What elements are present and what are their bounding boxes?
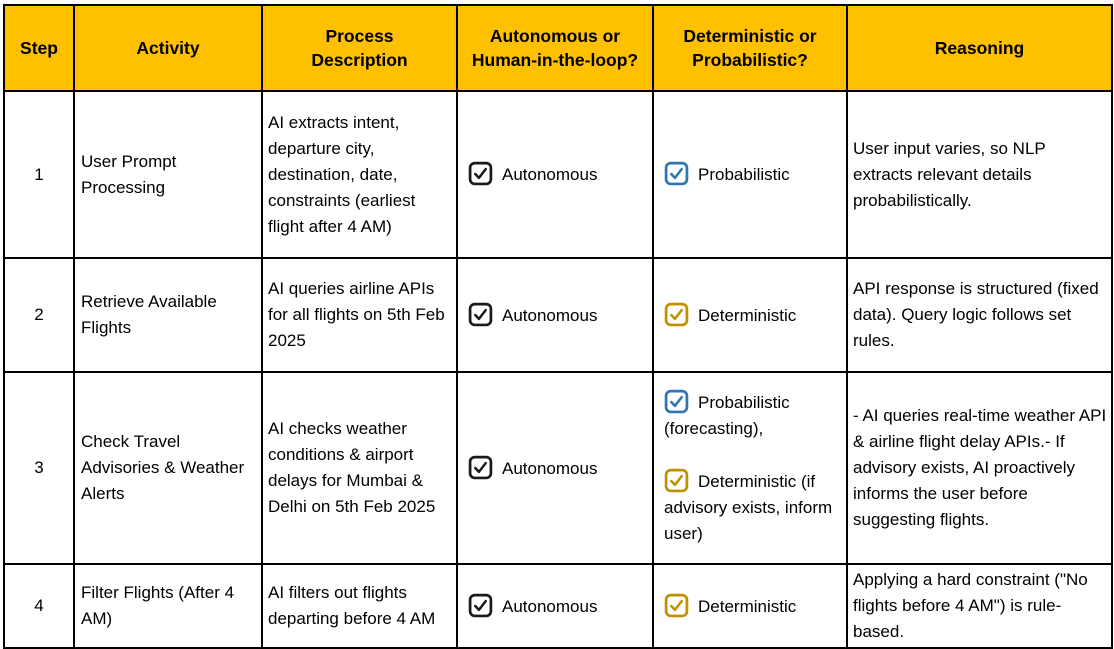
checkbox-label: Probabilistic: [698, 165, 790, 184]
checkbox-label: Probabilistic (forecasting),: [664, 393, 790, 438]
reasoning-cell: Applying a hard constraint ("No flights before 4 AM") is rule-based.: [847, 564, 1112, 648]
activity-cell: Retrieve Available Flights: [74, 258, 262, 372]
checkbox-checked-icon[interactable]: [664, 468, 689, 493]
table-body: [4, 91, 1112, 648]
checkbox-option: [468, 455, 648, 482]
checkbox-label: Autonomous: [502, 305, 598, 325]
checkbox-option: [664, 389, 842, 442]
process-description-cell: AI filters out flights departing before 4 AM: [262, 564, 457, 648]
step-cell: 1: [4, 91, 74, 258]
checkbox-option: [468, 302, 648, 329]
checkbox-option: [664, 302, 842, 329]
autonomy-cell: [457, 372, 653, 564]
table-row: [4, 258, 1112, 372]
autonomy-cell: [457, 564, 653, 648]
determinism-cell: [653, 91, 847, 258]
header-row: [4, 5, 1112, 91]
header-reasoning: Reasoning: [847, 5, 1112, 91]
checkbox-checked-icon[interactable]: [468, 302, 493, 327]
table-header: [4, 5, 1112, 91]
autonomy-cell: [457, 91, 653, 258]
checkbox-option: [468, 161, 648, 188]
table-row: [4, 564, 1112, 648]
header-autonomous-or-hitl: Autonomous or Human-in-the-loop?: [457, 5, 653, 91]
checkbox-label: Autonomous: [502, 165, 598, 184]
activity-cell: Filter Flights (After 4 AM): [74, 564, 262, 648]
header-process-description: Process Description: [262, 5, 457, 91]
header-deterministic-or-probabilistic: Deterministic or Probabilistic?: [653, 5, 847, 91]
step-cell: 4: [4, 564, 74, 648]
checkbox-option: [664, 593, 842, 620]
process-description-cell: AI extracts intent, departure city, destination, date, constraints (earliest flight after 4 AM): [262, 91, 457, 258]
header-step: Step: [4, 5, 74, 91]
determinism-cell: [653, 372, 847, 564]
checkbox-option: [664, 161, 842, 188]
reasoning-cell: User input varies, so NLP extracts relevant details probabilistically.: [847, 91, 1112, 258]
checkbox-checked-icon[interactable]: [664, 302, 689, 327]
header-activity: Activity: [74, 5, 262, 91]
checkbox-checked-icon[interactable]: [664, 389, 689, 414]
autonomy-cell: [457, 258, 653, 372]
checkbox-option: [468, 593, 648, 620]
table-row: [4, 91, 1112, 258]
checkbox-checked-icon[interactable]: [468, 161, 493, 186]
activity-cell: User Prompt Processing: [74, 91, 262, 258]
process-table: [3, 4, 1113, 649]
checkbox-label: Autonomous: [502, 596, 598, 616]
checkbox-checked-icon[interactable]: [468, 593, 493, 618]
checkbox-checked-icon[interactable]: [468, 455, 493, 480]
reasoning-cell: - AI queries real-time weather API & airline flight delay APIs.- If advisory exists, AI proactively informs the user before suggesting flights.: [847, 372, 1112, 564]
step-cell: 2: [4, 258, 74, 372]
activity-cell: Check Travel Advisories & Weather Alerts: [74, 372, 262, 564]
process-description-cell: AI queries airline APIs for all flights on 5th Feb 2025: [262, 258, 457, 372]
determinism-cell: [653, 564, 847, 648]
checkbox-option: [664, 468, 842, 547]
determinism-cell: [653, 258, 847, 372]
checkbox-checked-icon[interactable]: [664, 593, 689, 618]
checkbox-label: Autonomous: [502, 458, 598, 478]
checkbox-checked-icon[interactable]: [664, 161, 689, 186]
step-cell: 3: [4, 372, 74, 564]
checkbox-label: Deterministic: [698, 305, 797, 325]
checkbox-label: Deterministic (if advisory exists, inform user): [664, 472, 833, 543]
table-row: [4, 372, 1112, 564]
checkbox-label: Deterministic: [698, 596, 797, 616]
process-description-cell: AI checks weather conditions & airport delays for Mumbai & Delhi on 5th Feb 2025: [262, 372, 457, 564]
reasoning-cell: API response is structured (fixed data). Query logic follows set rules.: [847, 258, 1112, 372]
